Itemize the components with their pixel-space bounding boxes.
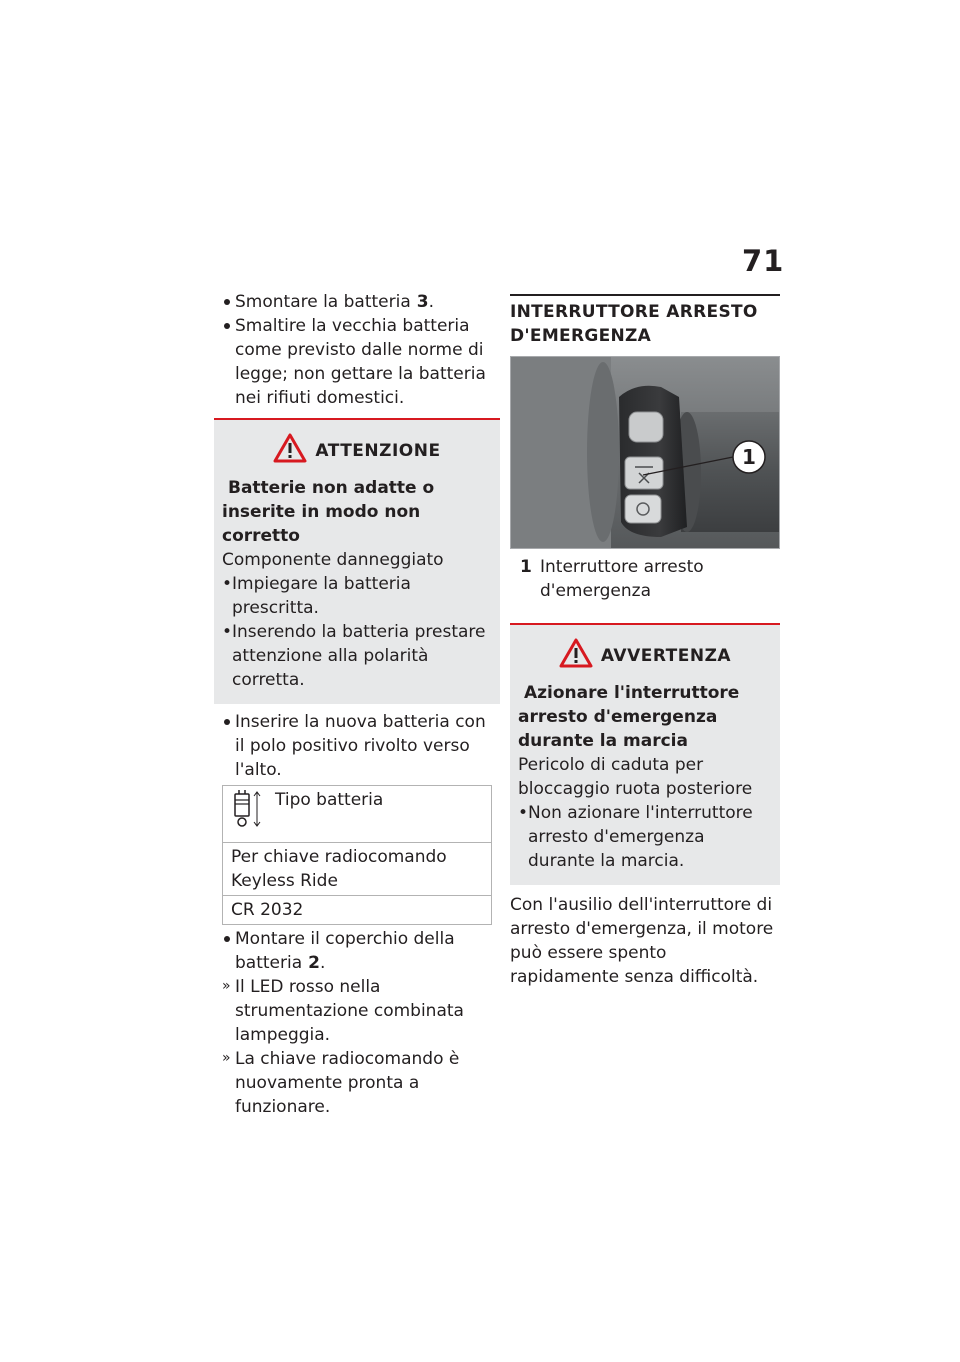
battery-spec-table [222, 785, 492, 925]
right-column [510, 294, 780, 989]
spec-table-cell: CR 2032 [223, 896, 492, 925]
step-list-1 [222, 290, 492, 410]
battery-icon [231, 788, 265, 840]
warning-heading: Azionare l'interruttore arresto d'emergenza durante la marcia [518, 683, 740, 751]
figure-caption [510, 555, 780, 603]
warning-title: ATTENZIONE [315, 441, 441, 461]
page-number: 71 [742, 244, 785, 278]
warning-triangle-icon [559, 638, 593, 675]
reference-number: 2 [308, 953, 320, 973]
warning-actions [222, 572, 492, 692]
spec-table-header-label: Tipo batteria [275, 790, 384, 810]
step-item: Inserire la nuova batteria con il polo positivo rivolto verso l'alto. [222, 710, 492, 782]
warning-title: AVVERTENZA [600, 646, 732, 666]
handlebar-switch-photo [510, 356, 780, 549]
step-item: Smaltire la vecchia batteria come previsto dalle norme di legge; non gettare la batteria nei rifiuti domestici. [222, 314, 492, 410]
step-list-2 [222, 710, 492, 782]
caption-text: Interruttore arresto d'emergenza [540, 557, 704, 601]
figure-callout: 1 [742, 445, 756, 469]
warning-action-item: • Inserendo la batteria prestare attenzione alla polarità corretta. [222, 620, 492, 692]
spec-table-header [223, 786, 492, 843]
result-item: » Il LED rosso nella strumentazione combinata lampeggia. [222, 975, 492, 1047]
warning-consequence: Pericolo di caduta per bloccaggio ruota posteriore [518, 755, 753, 799]
warning-action-item: • Non azionare l'interruttore arresto d'emergenza durante la marcia. [518, 801, 772, 873]
warning-triangle-icon [273, 433, 307, 470]
step-list-3 [222, 927, 492, 975]
warning-action-item: • Impiegare la batteria prescritta. [222, 572, 492, 620]
section-title: INTERRUTTORE ARRESTO D'EMERGENZA [510, 294, 780, 348]
caption-number: 1 [520, 557, 532, 577]
result-list [222, 975, 492, 1119]
body-paragraph: Con l'ausilio dell'interruttore di arresto d'emergenza, il motore può essere spento rapidamente senza difficoltà. [510, 895, 774, 987]
left-column [222, 290, 492, 1119]
warning-box-avvertenza [510, 623, 780, 885]
step-item: Montare il coperchio della batteria 2. [222, 927, 492, 975]
warning-heading: Batterie non adatte o inserite in modo non corretto [222, 478, 435, 546]
reference-number: 3 [416, 292, 429, 312]
result-item: » La chiave radiocomando è nuovamente pronta a funzionare. [222, 1047, 492, 1119]
warning-actions [518, 801, 772, 873]
warning-box-attenzione [214, 418, 500, 704]
spec-table-cell: Per chiave radiocomando Keyless Ride [223, 843, 492, 896]
warning-header [222, 434, 492, 468]
warning-consequence: Componente danneggiato [222, 550, 444, 570]
step-item: Smontare la batteria 3. [222, 290, 492, 314]
warning-header [518, 639, 772, 673]
